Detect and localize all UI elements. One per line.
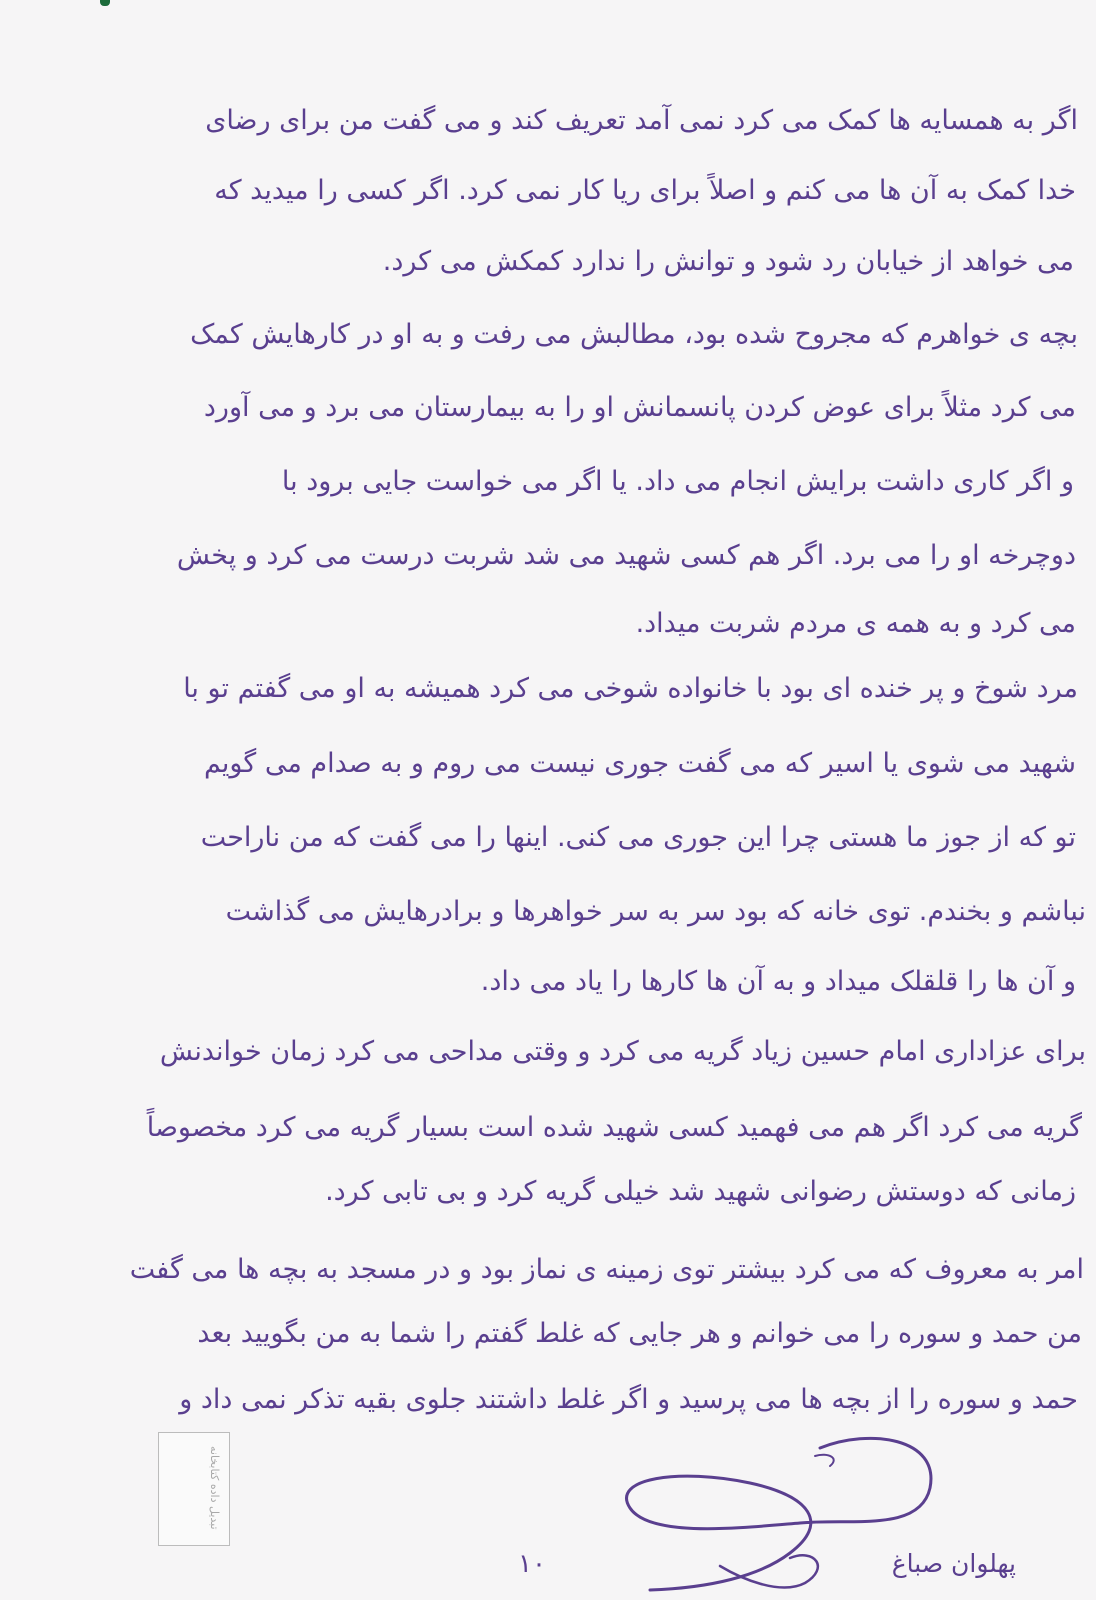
letter-line: تو که از جوز ما هستی چرا این جوری می کنی. اینها را می گفت که من ناراحت <box>200 822 1076 853</box>
letter-line: و آن ها را قلقلک میداد و به آن ها کارها را یاد می داد. <box>480 966 1076 997</box>
signature-name: پهلوان صباغ <box>891 1549 1016 1578</box>
letter-line: بچه ی خواهرم که مجروح شده بود، مطالبش می رفت و به او در کارهایش کمک <box>190 319 1078 350</box>
letter-line: زمانی که دوستش رضوانی شهید شد خیلی گریه کرد و بی تابی کرد. <box>325 1176 1076 1207</box>
letter-line: می کرد مثلاً برای عوض کردن پانسمانش او را به بیمارستان می برد و می آورد <box>203 392 1076 423</box>
letter-line: مرد شوخ و پر خنده ای بود با خانواده شوخی می کرد همیشه به او می گفتم تو با <box>183 673 1078 704</box>
letter-line: برای عزاداری امام حسین زیاد گریه می کرد و وقتی مداحی می کرد زمان خواندنش <box>159 1036 1086 1067</box>
letter-line: اگر به همسایه ها کمک می کرد نمی آمد تعریف کند و می گفت من برای رضای <box>205 105 1078 136</box>
letter-line: حمد و سوره را از بچه ها می پرسید و اگر غلط داشتند جلوی بقیه تذکر نمی داد و <box>179 1384 1078 1415</box>
letter-line: نباشم و بخندم. توی خانه که بود سر به سر خواهرها و برادرهایش می گذاشت <box>225 896 1086 927</box>
stamp-text: تبدیل داده کتابخانه <box>208 1446 221 1530</box>
letter-line: می خواهد از خیابان رد شود و توانش را ندارد کمکش می کرد. <box>382 246 1074 277</box>
letter-line: امر به معروف که می کرد بیشتر توی زمینه ی نماز بود و در مسجد به بچه ها می گفت <box>129 1254 1084 1285</box>
letter-line: می کرد و به همه ی مردم شربت میداد. <box>635 608 1076 639</box>
library-stamp <box>158 1432 230 1546</box>
letter-line: و اگر کاری داشت برایش انجام می داد. یا اگر می خواست جایی برود با <box>281 466 1074 497</box>
letter-line: دوچرخه او را می برد. اگر هم کسی شهید می شد شربت درست می کرد و پخش <box>176 540 1076 571</box>
letter-line: شهید می شوی یا اسیر که می گفت جوری نیست می روم و به صدام می گویم <box>203 748 1076 779</box>
letter-line: گریه می کرد اگر هم می فهمید کسی شهید شده است بسیار گریه می کرد مخصوصاً <box>146 1112 1082 1143</box>
page-number: ۱۰ <box>518 1549 546 1579</box>
letter-line: من حمد و سوره را می خوانم و هر جایی که غلط گفتم را شما به من بگویید بعد <box>197 1318 1082 1349</box>
letter-line: خدا کمک به آن ها می کنم و اصلاً برای ریا کار نمی کرد. اگر کسی را میدید که <box>214 175 1076 206</box>
